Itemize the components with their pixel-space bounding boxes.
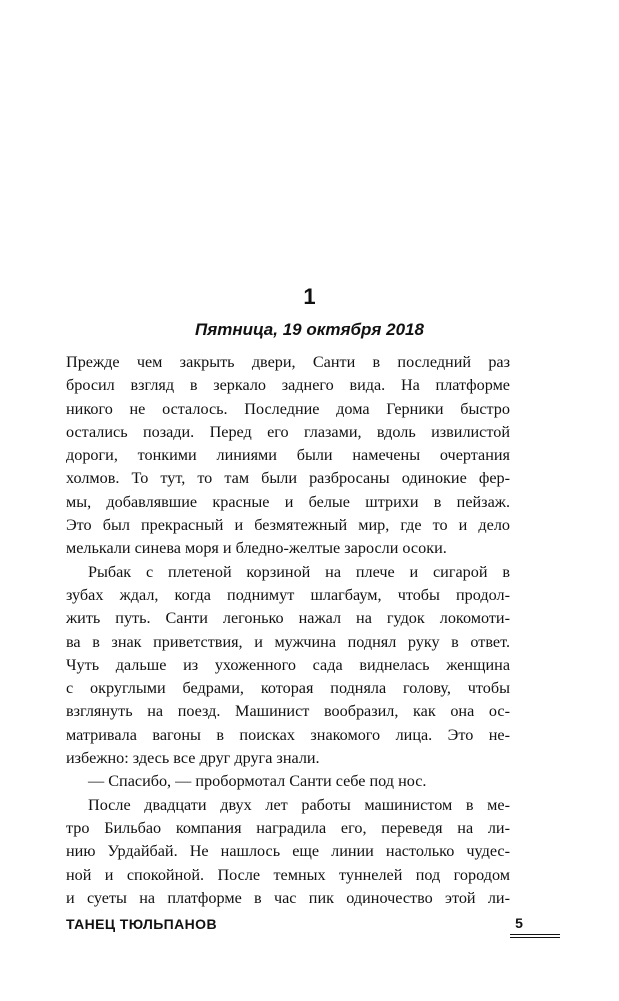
text-line: ва в знак приветствия, и мужчина поднял руку в ответ. (66, 632, 510, 651)
text-line: — Спасибо, — пробормотал Санти себе под нос. (88, 772, 427, 791)
text-line: мелькали синева моря и бледно-желтые заросли осоки. (66, 539, 447, 558)
text-line: холмов. То тут, то там были разбросаны одинокие фер- (66, 469, 510, 488)
text-line: и суеты на платформе в час пик одиночество этой ли- (66, 888, 510, 907)
text-line: никого не осталось. Последние дома Герники быстро (66, 399, 510, 418)
text-line: ной и спокойной. После темных туннелей под городом (66, 865, 510, 884)
text-line: бросил взгляд в зеркало заднего вида. На платформе (66, 376, 510, 395)
text-line: дороги, тонкими линиями были намечены очертания (66, 446, 510, 465)
text-line: зубах ждал, когда поднимут шлагбаум, чтобы продол- (66, 585, 510, 604)
text-line: Рыбак с плетеной корзиной на плече и сигарой в (88, 562, 510, 581)
footer-rule (510, 937, 560, 938)
text-line: матривала вагоны в поисках знакомого лица. Это не- (66, 725, 510, 744)
running-footer-title: ТАНЕЦ ТЮЛЬПАНОВ (66, 916, 217, 932)
chapter-date: Пятница, 19 октября 2018 (195, 320, 424, 339)
text-line: После двадцати двух лет работы машинистом в ме- (88, 795, 510, 814)
footer-rule (510, 934, 560, 935)
text-line: взглянуть на поезд. Машинист вообразил, как она ос- (66, 702, 510, 721)
text-line: остались позади. Перед его глазами, вдоль извилистой (66, 422, 510, 441)
text-line: с округлыми бедрами, которая подняла голову, чтобы (66, 679, 510, 698)
text-line: тро Бильбао компания наградила его, переведя на ли- (66, 818, 510, 837)
text-line: Прежде чем закрыть двери, Санти в последний раз (66, 353, 510, 371)
body-text (66, 351, 510, 910)
page-number: 5 (515, 915, 523, 931)
chapter-number: 1 (303, 284, 316, 309)
text-line: Это был прекрасный и безмятежный мир, где то и дело (66, 516, 510, 535)
text-line: нию Урдайбай. Не нашлось еще линии настолько чудес- (66, 842, 510, 861)
text-line: мы, добавлявшие красные и белые штрихи в пейзаж. (66, 492, 510, 511)
text-line: жить путь. Санти легонько нажал на гудок локомоти- (66, 609, 510, 628)
text-line: избежно: здесь все друг друга знали. (66, 749, 320, 768)
text-line: Чуть дальше из ухоженного сада виднелась женщина (66, 655, 510, 674)
